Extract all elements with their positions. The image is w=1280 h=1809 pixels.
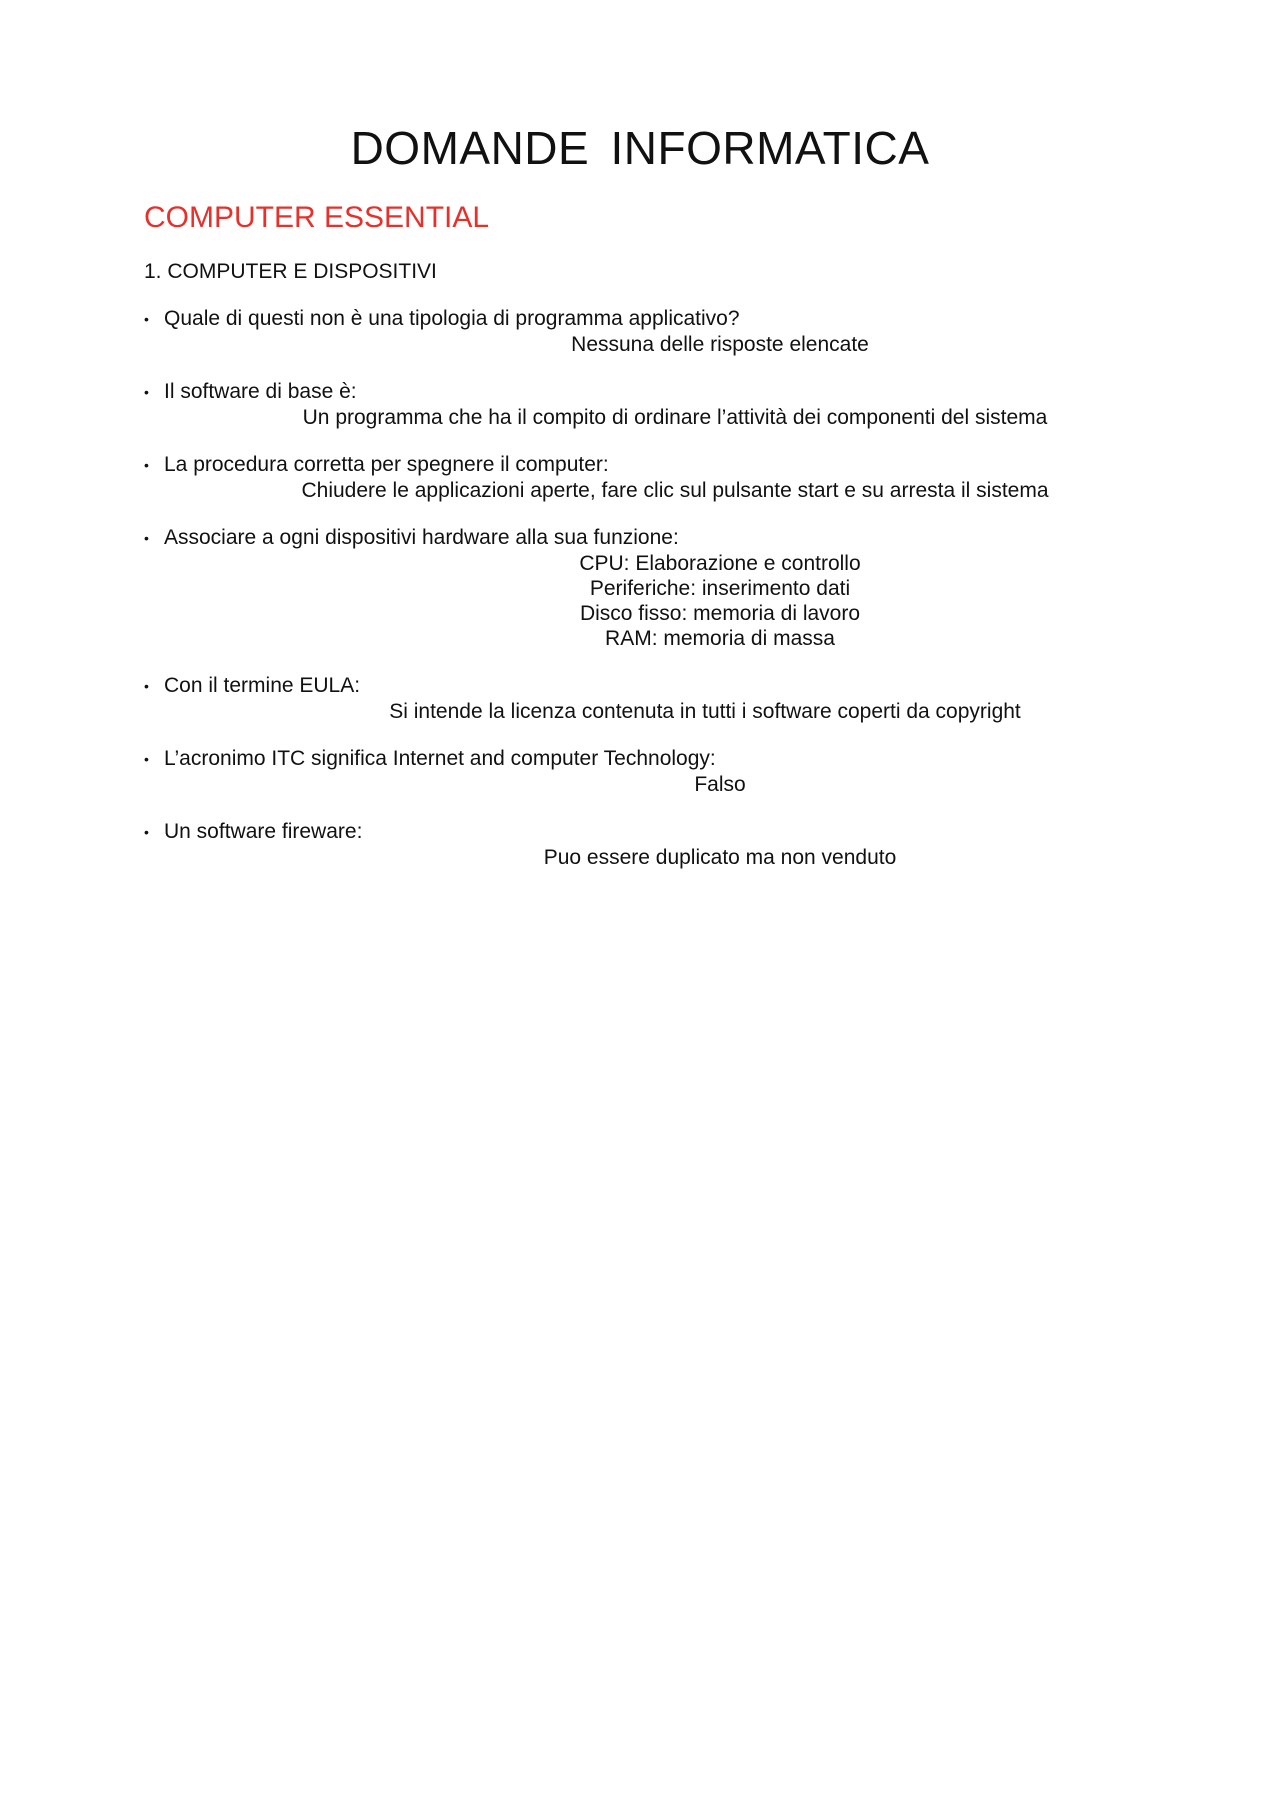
question-item [144,746,1136,797]
bullet-icon: • [144,530,149,546]
question-item [144,673,1136,724]
answer-text: Un programma che ha il compito di ordinare l’attività dei componenti del sistema [302,406,1048,429]
question-text: Associare a ogni dispositivi hardware alla sua funzione: [164,526,679,549]
answer-text: Si intende la licenza contenuta in tutti i software coperti da copyright [389,700,1021,723]
question-item [144,525,1136,651]
question-text: Con il termine EULA: [164,674,361,697]
document-title: DOMANDE INFORMATICA [350,122,930,174]
section-title: COMPUTER ESSENTIAL [144,201,490,234]
answer-text: Disco fisso: memoria di lavoro [579,602,861,625]
question-item [144,452,1136,503]
question-text: Un software fireware: [164,820,363,843]
answer-text: Puo essere duplicato ma non venduto [543,846,897,869]
answer-text: RAM: memoria di massa [605,627,835,650]
question-text: Quale di questi non è una tipologia di programma applicativo? [164,307,740,330]
answer-text: Periferiche: inserimento dati [589,577,851,600]
question-item [144,306,1136,357]
bullet-icon: • [144,311,149,327]
answer-text: CPU: Elaborazione e controllo [579,552,861,575]
bullet-icon: • [144,457,149,473]
question-list [144,306,1136,870]
answer-text: Falso [694,773,746,796]
answer-text: Nessuna delle risposte elencate [571,333,869,356]
bullet-icon: • [144,384,149,400]
question-item [144,379,1136,430]
question-text: La procedura corretta per spegnere il computer: [164,453,609,476]
subsection-title: 1. COMPUTER E DISPOSITIVI [144,260,437,283]
question-item [144,819,1136,870]
question-text: Il software di base è: [164,380,357,403]
bullet-icon: • [144,824,149,840]
question-text: L’acronimo ITC significa Internet and computer Technology: [164,747,716,770]
answer-text: Chiudere le applicazioni aperte, fare clic sul pulsante start e su arresta il sistema [301,479,1049,502]
bullet-icon: • [144,751,149,767]
bullet-icon: • [144,678,149,694]
